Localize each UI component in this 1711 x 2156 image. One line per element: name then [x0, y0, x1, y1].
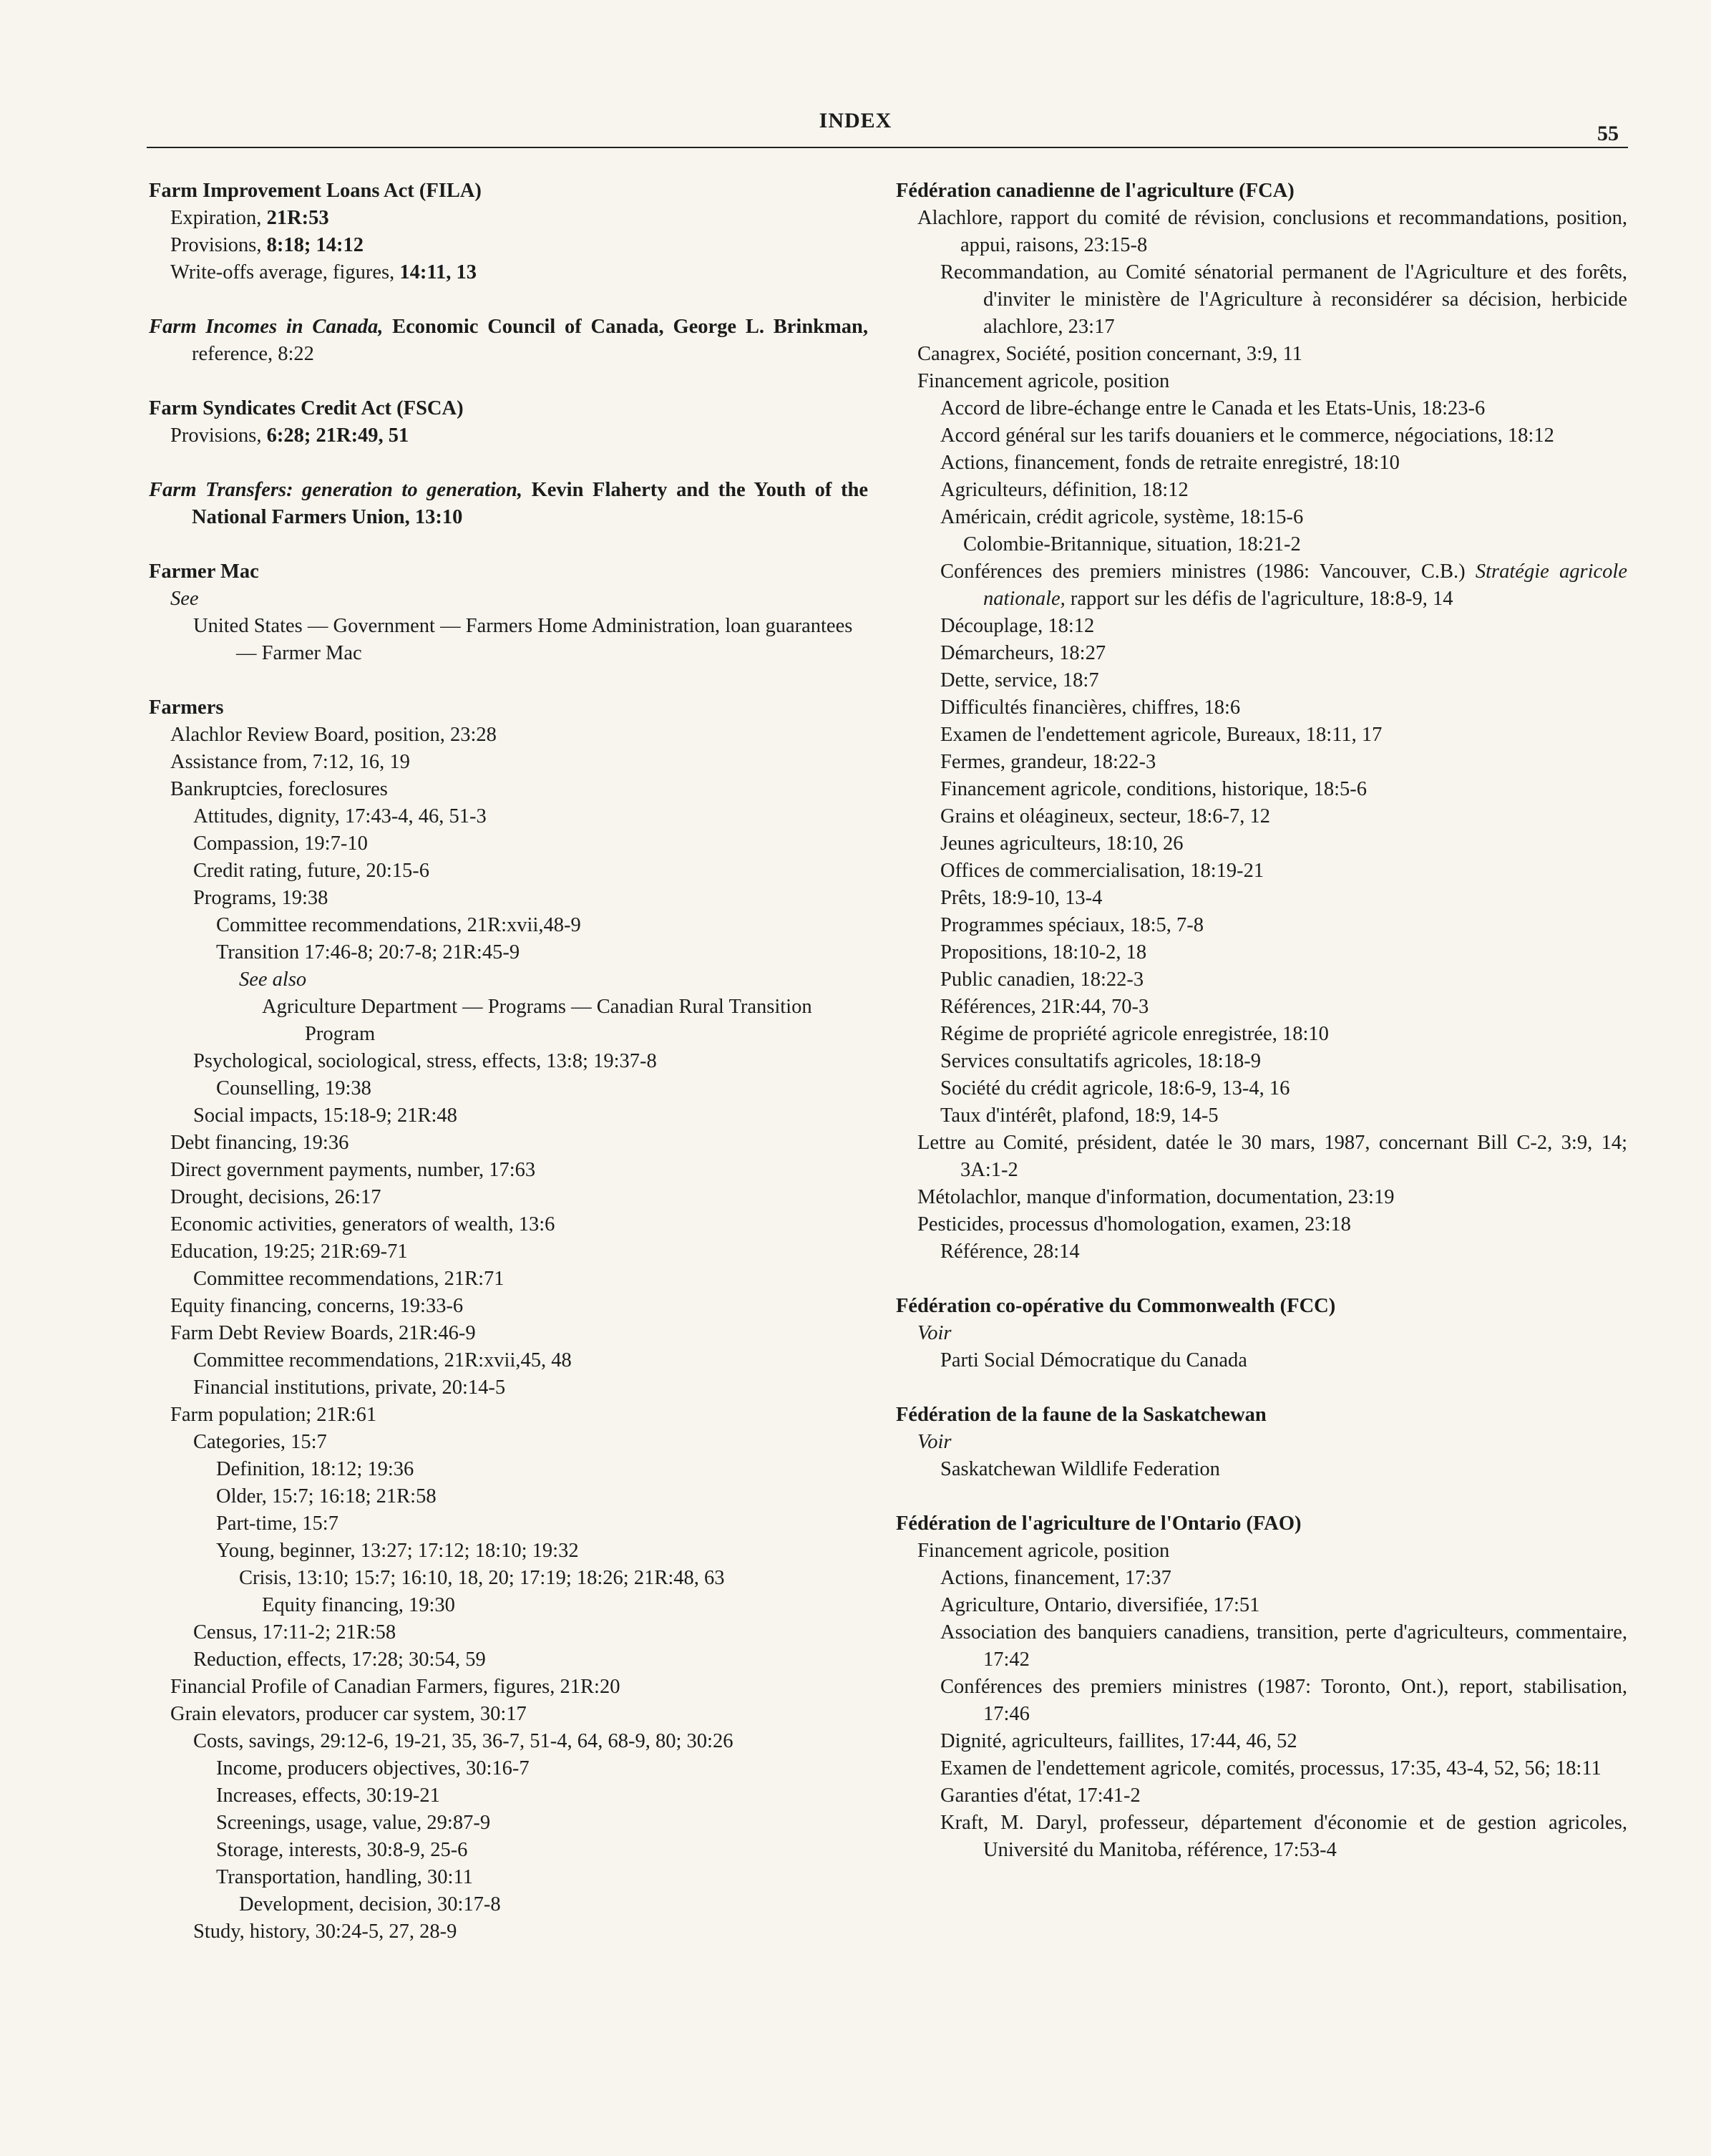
index-entry-farm-transfers [149, 477, 868, 531]
index-line: Debt financing, 19:36 [170, 1132, 349, 1154]
entry-heading: Fédération co-opérative du Commonwealth (FCC) [896, 1295, 1336, 1317]
index-line: Programs, 19:38 [193, 887, 328, 909]
index-line: Fermes, grandeur, 18:22-3 [940, 751, 1156, 773]
page-number: 55 [1597, 122, 1619, 145]
index-line: Crisis, 13:10; 15:7; 16:10, 18, 20; 17:19; 18:26; 21R:48, 63 [239, 1567, 725, 1589]
entry-heading: Farmer Mac [149, 560, 259, 583]
index-entry-fao [896, 1510, 1627, 1864]
index-line: Equity financing, concerns, 19:33-6 [170, 1295, 464, 1317]
index-line: Programmes spéciaux, 18:5, 7-8 [940, 914, 1204, 936]
index-line: Services consultatifs agricoles, 18:18-9 [940, 1050, 1261, 1072]
index-line: Lettre au Comité, président, datée le 30 mars, 1987, concernant Bill C-2, 3:9, 14; 3A:1-2 [917, 1132, 1627, 1181]
index-line: Income, producers objectives, 30:16-7 [216, 1757, 530, 1779]
index-line: Agriculteurs, définition, 18:12 [940, 479, 1189, 501]
see-also-label: See also [239, 968, 307, 991]
index-line: Financement agricole, position [917, 1540, 1170, 1562]
index-line: Financement agricole, conditions, historique, 18:5-6 [940, 778, 1367, 800]
index-line: Conférences des premiers ministres (1987: Toronto, Ont.), report, stabilisation, 17:46 [940, 1676, 1627, 1725]
entry-heading: Fédération canadienne de l'agriculture (FCA) [896, 180, 1295, 202]
entry-heading: Fédération de l'agriculture de l'Ontario (FAO) [896, 1512, 1302, 1535]
index-line: Bankruptcies, foreclosures [170, 778, 388, 800]
entry-heading: Farm Improvement Loans Act (FILA) [149, 180, 482, 202]
index-entry-fca [896, 178, 1627, 1266]
index-line: Young, beginner, 13:27; 17:12; 18:10; 19:32 [216, 1540, 579, 1562]
index-entry-faune [896, 1402, 1627, 1483]
index-line: Financement agricole, position [917, 370, 1170, 392]
index-line: Alachlor Review Board, position, 23:28 [170, 724, 497, 746]
index-line: Démarcheurs, 18:27 [940, 642, 1106, 664]
index-line: Colombie-Britannique, situation, 18:21-2 [963, 533, 1301, 555]
header-rule [147, 147, 1628, 148]
index-line: Actions, financement, 17:37 [940, 1567, 1171, 1589]
index-line: Accord de libre-échange entre le Canada et les Etats-Unis, 18:23-6 [940, 397, 1486, 419]
index-line: Découplage, 18:12 [940, 615, 1095, 637]
index-line: Financial institutions, private, 20:14-5 [193, 1376, 506, 1399]
index-line: Transition 17:46-8; 20:7-8; 21R:45-9 [216, 941, 520, 963]
index-entry-farmers [149, 694, 868, 1946]
index-line: Société du crédit agricole, 18:6-9, 13-4, 16 [940, 1077, 1290, 1099]
entry-heading: Farm Transfers: generation to generation, Kevin Flaherty and the Youth of the National Farmers Union, 13:10 [149, 479, 868, 528]
index-line: Difficultés financières, chiffres, 18:6 [940, 696, 1241, 719]
index-line: Actions, financement, fonds de retraite enregistré, 18:10 [940, 452, 1400, 474]
index-line: Canagrex, Société, position concernant, 3:9, 11 [917, 343, 1302, 365]
index-line: Social impacts, 15:18-9; 21R:48 [193, 1104, 457, 1127]
index-line: Financial Profile of Canadian Farmers, figures, 21R:20 [170, 1676, 620, 1698]
index-line: Dette, service, 18:7 [940, 669, 1099, 691]
index-line: Psychological, sociological, stress, effects, 13:8; 19:37-8 [193, 1050, 657, 1072]
index-line: Attitudes, dignity, 17:43-4, 46, 51-3 [193, 805, 487, 827]
index-line: Offices de commercialisation, 18:19-21 [940, 860, 1264, 882]
cross-reference: United States — Government — Farmers Home Administration, loan guarantees — Farmer Mac [193, 615, 853, 664]
index-line: Régime de propriété agricole enregistrée, 18:10 [940, 1023, 1329, 1045]
index-line: Farm population; 21R:61 [170, 1404, 377, 1426]
index-line: Dignité, agriculteurs, faillites, 17:44, 46, 52 [940, 1730, 1297, 1752]
see-label: See [170, 588, 199, 610]
right-column [896, 178, 1627, 1891]
entry-heading: Farmers [149, 696, 224, 719]
index-entry-fila [149, 178, 868, 286]
index-line: Credit rating, future, 20:15-6 [193, 860, 430, 882]
index-line: Screenings, usage, value, 29:87-9 [216, 1812, 491, 1834]
index-line: Grain elevators, producer car system, 30:17 [170, 1703, 527, 1725]
index-line: Census, 17:11-2; 21R:58 [193, 1621, 396, 1643]
cross-reference: Agriculture Department — Programs — Canadian Rural Transition Program [262, 996, 812, 1045]
index-line: Development, decision, 30:17-8 [239, 1893, 501, 1915]
index-line: Increases, effects, 30:19-21 [216, 1784, 440, 1807]
index-line: Committee recommendations, 21R:xvii,45, 48 [193, 1349, 572, 1371]
index-line: Recommandation, au Comité sénatorial permanent de l'Agriculture et des forêts, d'inviter le ministère de l'Agriculture à reconsidérer sa décision, herbicide alachlore, 23:17 [940, 261, 1627, 338]
index-line: Part-time, 15:7 [216, 1512, 338, 1535]
cross-reference: Parti Social Démocratique du Canada [940, 1349, 1247, 1371]
index-line: Study, history, 30:24-5, 27, 28-9 [193, 1921, 457, 1943]
index-line: Conférences des premiers ministres (1986: Vancouver, C.B.) Stratégie agricole nationale, rapport sur les défis de l'agriculture, 18:8-9, 14 [940, 560, 1627, 610]
index-line: Examen de l'endettement agricole, comités, processus, 17:35, 43-4, 52, 56; 18:11 [940, 1757, 1602, 1779]
index-line: Equity financing, 19:30 [262, 1594, 455, 1616]
index-line: Costs, savings, 29:12-6, 19-21, 35, 36-7, 51-4, 64, 68-9, 80; 30:26 [193, 1730, 733, 1752]
index-line: Association des banquiers canadiens, transition, perte d'agriculteurs, commentaire, 17:42 [940, 1621, 1627, 1671]
index-line: Garanties d'état, 17:41-2 [940, 1784, 1141, 1807]
index-line: Direct government payments, number, 17:63 [170, 1159, 536, 1181]
entry-heading: Farm Syndicates Credit Act (FSCA) [149, 397, 464, 419]
index-line: Storage, interests, 30:8-9, 25-6 [216, 1839, 468, 1861]
cross-reference: Saskatchewan Wildlife Federation [940, 1458, 1220, 1480]
index-line: Provisions, 8:18; 14:12 [170, 234, 364, 256]
index-line: Taux d'intérêt, plafond, 18:9, 14-5 [940, 1104, 1219, 1127]
index-line: Propositions, 18:10-2, 18 [940, 941, 1147, 963]
entry-heading: Farm Incomes in Canada, Economic Council of Canada, George L. Brinkman, reference, 8:22 [149, 316, 868, 365]
index-line: Categories, 15:7 [193, 1431, 327, 1453]
index-line: Committee recommendations, 21R:xvii,48-9 [216, 914, 581, 936]
index-line: Drought, decisions, 26:17 [170, 1186, 381, 1208]
index-line: Américain, crédit agricole, système, 18:15-6 [940, 506, 1304, 528]
index-line: Prêts, 18:9-10, 13-4 [940, 887, 1103, 909]
index-line: Assistance from, 7:12, 16, 19 [170, 751, 410, 773]
entry-heading: Fédération de la faune de la Saskatchewan [896, 1404, 1267, 1426]
index-line: Jeunes agriculteurs, 18:10, 26 [940, 832, 1184, 855]
index-line: Références, 21R:44, 70-3 [940, 996, 1149, 1018]
index-line: Pesticides, processus d'homologation, examen, 23:18 [917, 1213, 1351, 1235]
index-line: Education, 19:25; 21R:69-71 [170, 1240, 408, 1263]
index-line: Transportation, handling, 30:11 [216, 1866, 473, 1888]
index-line: Alachlore, rapport du comité de révision, conclusions et recommandations, position, appui, raisons, 23:15-8 [917, 207, 1627, 256]
index-line: Farm Debt Review Boards, 21R:46-9 [170, 1322, 476, 1344]
index-line: Accord général sur les tarifs douaniers et le commerce, négociations, 18:12 [940, 424, 1554, 447]
index-line: Examen de l'endettement agricole, Bureaux, 18:11, 17 [940, 724, 1383, 746]
left-column [149, 178, 868, 1973]
index-line: Committee recommendations, 21R:71 [193, 1268, 504, 1290]
index-line: Grains et oléagineux, secteur, 18:6-7, 12 [940, 805, 1271, 827]
index-line: Expiration, 21R:53 [170, 207, 329, 229]
voir-label: Voir [917, 1322, 952, 1344]
index-line: Provisions, 6:28; 21R:49, 51 [170, 424, 409, 447]
index-line: Definition, 18:12; 19:36 [216, 1458, 414, 1480]
index-line: Référence, 28:14 [940, 1240, 1080, 1263]
index-line: Write-offs average, figures, 14:11, 13 [170, 261, 477, 283]
index-line: Counselling, 19:38 [216, 1077, 371, 1099]
index-line: Public canadien, 18:22-3 [940, 968, 1144, 991]
index-entry-farm-incomes [149, 314, 868, 368]
index-line: Older, 15:7; 16:18; 21R:58 [216, 1485, 437, 1507]
index-line: Agriculture, Ontario, diversifiée, 17:51 [940, 1594, 1260, 1616]
index-line: Economic activities, generators of wealth, 13:6 [170, 1213, 555, 1235]
index-line: Compassion, 19:7-10 [193, 832, 368, 855]
index-entry-fsca [149, 395, 868, 450]
index-entry-fcc [896, 1293, 1627, 1374]
voir-label: Voir [917, 1431, 952, 1453]
index-line: Kraft, M. Daryl, professeur, département d'économie et de gestion agricoles, Université du Manitoba, référence, 17:53-4 [940, 1812, 1627, 1861]
page-header-title: INDEX [819, 109, 892, 132]
index-line: Reduction, effects, 17:28; 30:54, 59 [193, 1648, 486, 1671]
index-line: Métolachlor, manque d'information, documentation, 23:19 [917, 1186, 1395, 1208]
index-entry-farmer-mac [149, 558, 868, 667]
